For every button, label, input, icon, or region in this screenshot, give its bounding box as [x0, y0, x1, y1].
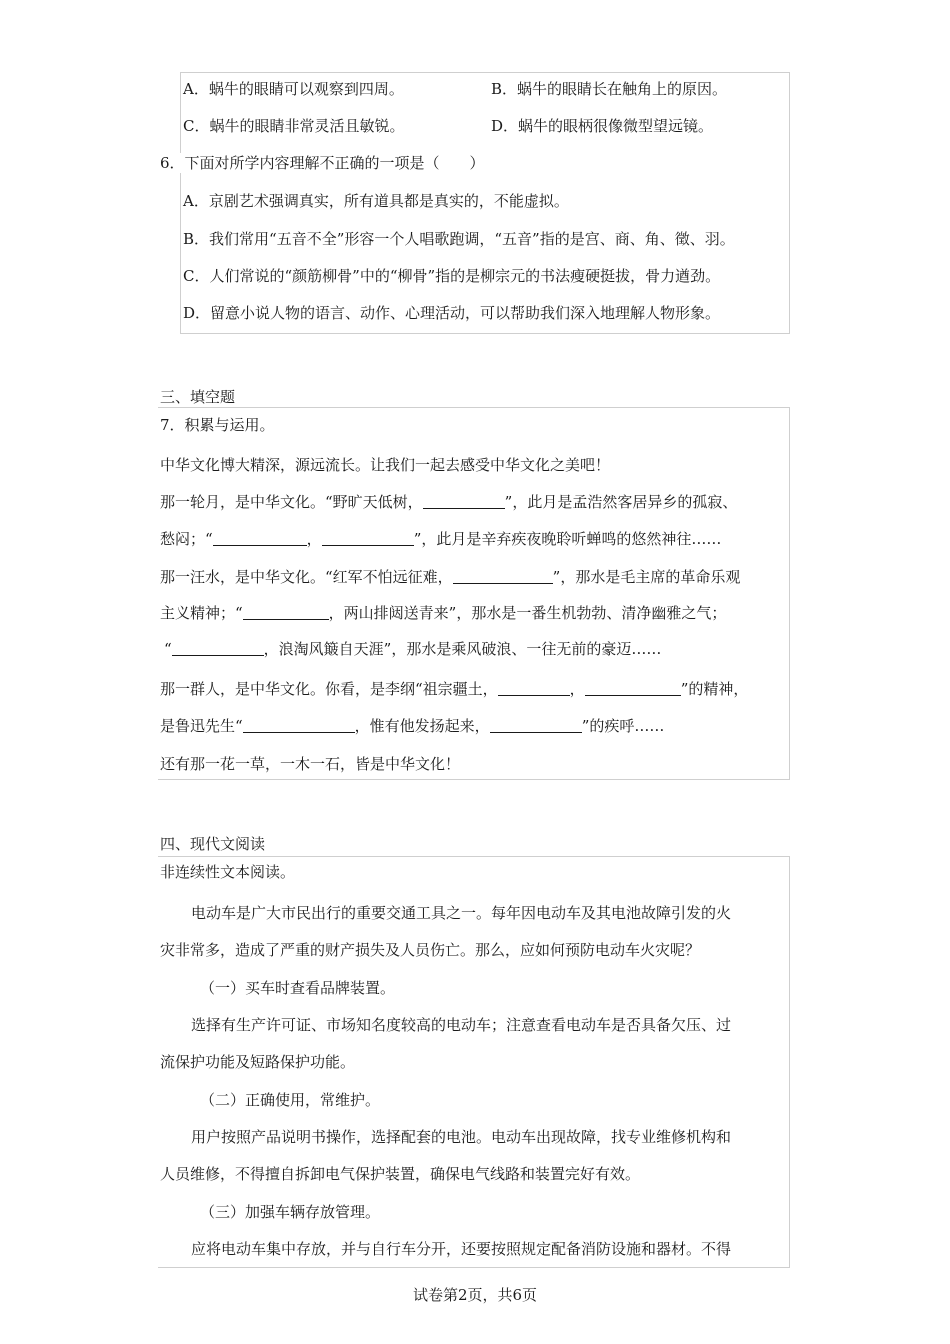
- blank-input[interactable]: [172, 639, 264, 656]
- q7-line9: 还有那一花一草，一木一石，皆是中华文化！: [160, 755, 461, 773]
- q5-option-d: D．蜗牛的眼柄很像微型望远镜。: [491, 117, 714, 135]
- q7-line6-text-a: “: [164, 640, 172, 658]
- section3-title: 三、填空题: [160, 388, 236, 406]
- blank-input[interactable]: [490, 716, 582, 733]
- blank-input[interactable]: [423, 492, 505, 509]
- blank-input[interactable]: [243, 716, 355, 733]
- q6-option-a: A．京剧艺术强调真实，所有道具都是真实的，不能虚拟。: [183, 192, 569, 210]
- q7-line2-text-a: 那一轮月，是中华文化。“野旷天低树，: [160, 493, 423, 511]
- q6-option-d: D．留意小说人物的语言、动作、心理活动，可以帮助我们深入地理解人物形象。: [183, 304, 721, 322]
- q7-line7-text-a: 那一群人，是中华文化。你看，是李纲“祖宗疆土，: [160, 680, 498, 698]
- reading-p1-line1: 电动车是广大市民出行的重要交通工具之一。每年因电动车及其电池故障引发的火: [191, 904, 732, 922]
- blank-input[interactable]: [243, 603, 329, 620]
- q7-line2-text-b: ”，此月是孟浩然客居异乡的孤寂、: [504, 493, 738, 511]
- q7-line3: [160, 529, 721, 549]
- blank-input[interactable]: [498, 679, 570, 696]
- q7-line2: [160, 492, 737, 512]
- q7-line7-text-b: ，: [569, 680, 585, 698]
- q5-option-c: C．蜗牛的眼睛非常灵活且敏锐。: [183, 117, 405, 135]
- q6-stem: 6．下面对所学内容理解不正确的一项是（ ）: [160, 154, 485, 172]
- q7-line4-text-a: 那一汪水，是中华文化。“红军不怕远征难，: [160, 568, 453, 586]
- reading-intro: 非连续性文本阅读。: [160, 863, 296, 881]
- page-footer: 试卷第2页，共6页: [412, 1286, 538, 1304]
- q7-line3-text-a: 愁闷；“: [160, 530, 213, 548]
- q5-option-a: A．蜗牛的眼睛可以观察到四周。: [183, 80, 404, 98]
- reading-p2-line1: 选择有生产许可证、市场知名度较高的电动车；注意查看电动车是否具备欠压、过: [191, 1016, 732, 1034]
- reading-heading-1: （一）买车时查看品牌装置。: [200, 979, 396, 997]
- q7-line5-text-b: ，两山排闼送青来”，那水是一番生机勃勃、清净幽雅之气；: [328, 604, 727, 622]
- q7-line8-text-c: ”的疾呼……: [581, 717, 665, 735]
- blank-input[interactable]: [213, 529, 307, 546]
- q7-line3-text-b: ，: [306, 530, 322, 548]
- reading-heading-3: （三）加强车辆存放管理。: [200, 1203, 381, 1221]
- blank-input[interactable]: [453, 567, 553, 584]
- section4-title: 四、现代文阅读: [160, 835, 266, 853]
- q7-line6: [164, 639, 661, 659]
- reading-p1-line2: 灾非常多，造成了严重的财产损失及人员伤亡。那么，应如何预防电动车火灾呢？: [160, 941, 701, 959]
- q7-line5: [160, 603, 726, 623]
- q7-line1: 中华文化博大精深，源远流长。让我们一起去感受中华文化之美吧！: [160, 456, 611, 474]
- q7-line8: [160, 716, 664, 736]
- reading-p2-line2: 流保护功能及短路保护功能。: [160, 1053, 356, 1071]
- reading-p3-line1: 用户按照产品说明书操作，选择配套的电池。电动车出现故障，找专业维修机构和: [191, 1128, 732, 1146]
- q7-title: 7．积累与运用。: [160, 416, 275, 434]
- blank-input[interactable]: [585, 679, 681, 696]
- q7-line5-text-a: 主义精神；“: [160, 604, 243, 622]
- q5-option-b: B．蜗牛的眼睛长在触角上的原因。: [491, 80, 728, 98]
- reading-p4-line1: 应将电动车集中存放，并与自行车分开，还要按照规定配备消防设施和器材。不得: [191, 1240, 732, 1258]
- q7-line7: [160, 679, 748, 699]
- q6-option-c: C．人们常说的“颜筋柳骨”中的“柳骨”指的是柳宗元的书法瘦硬挺拔，骨力遒劲。: [183, 267, 721, 285]
- q7-line4-text-b: ”，那水是毛主席的革命乐观: [552, 568, 741, 586]
- q6-option-b: B．我们常用“五音不全”形容一个人唱歌跑调，“五音”指的是宫、商、角、徵、羽。: [183, 230, 735, 248]
- q7-line6-text-b: ，浪淘风簸自天涯”，那水是乘风破浪、一往无前的豪迈……: [263, 640, 662, 658]
- q7-line8-text-b: ，惟有他发扬起来，: [354, 717, 490, 735]
- blank-input[interactable]: [322, 529, 414, 546]
- q7-line3-text-c: ”，此月是辛弃疾夜晚聆听蝉鸣的悠然神往……: [413, 530, 722, 548]
- q7-line8-text-a: 是鲁迅先生“: [160, 717, 243, 735]
- q7-line7-text-c: ”的精神，: [680, 680, 749, 698]
- q7-line4: [160, 567, 740, 587]
- reading-heading-2: （二）正确使用，常维护。: [200, 1091, 381, 1109]
- reading-p3-line2: 人员维修，不得擅自拆卸电气保护装置，确保电气线路和装置完好有效。: [160, 1165, 641, 1183]
